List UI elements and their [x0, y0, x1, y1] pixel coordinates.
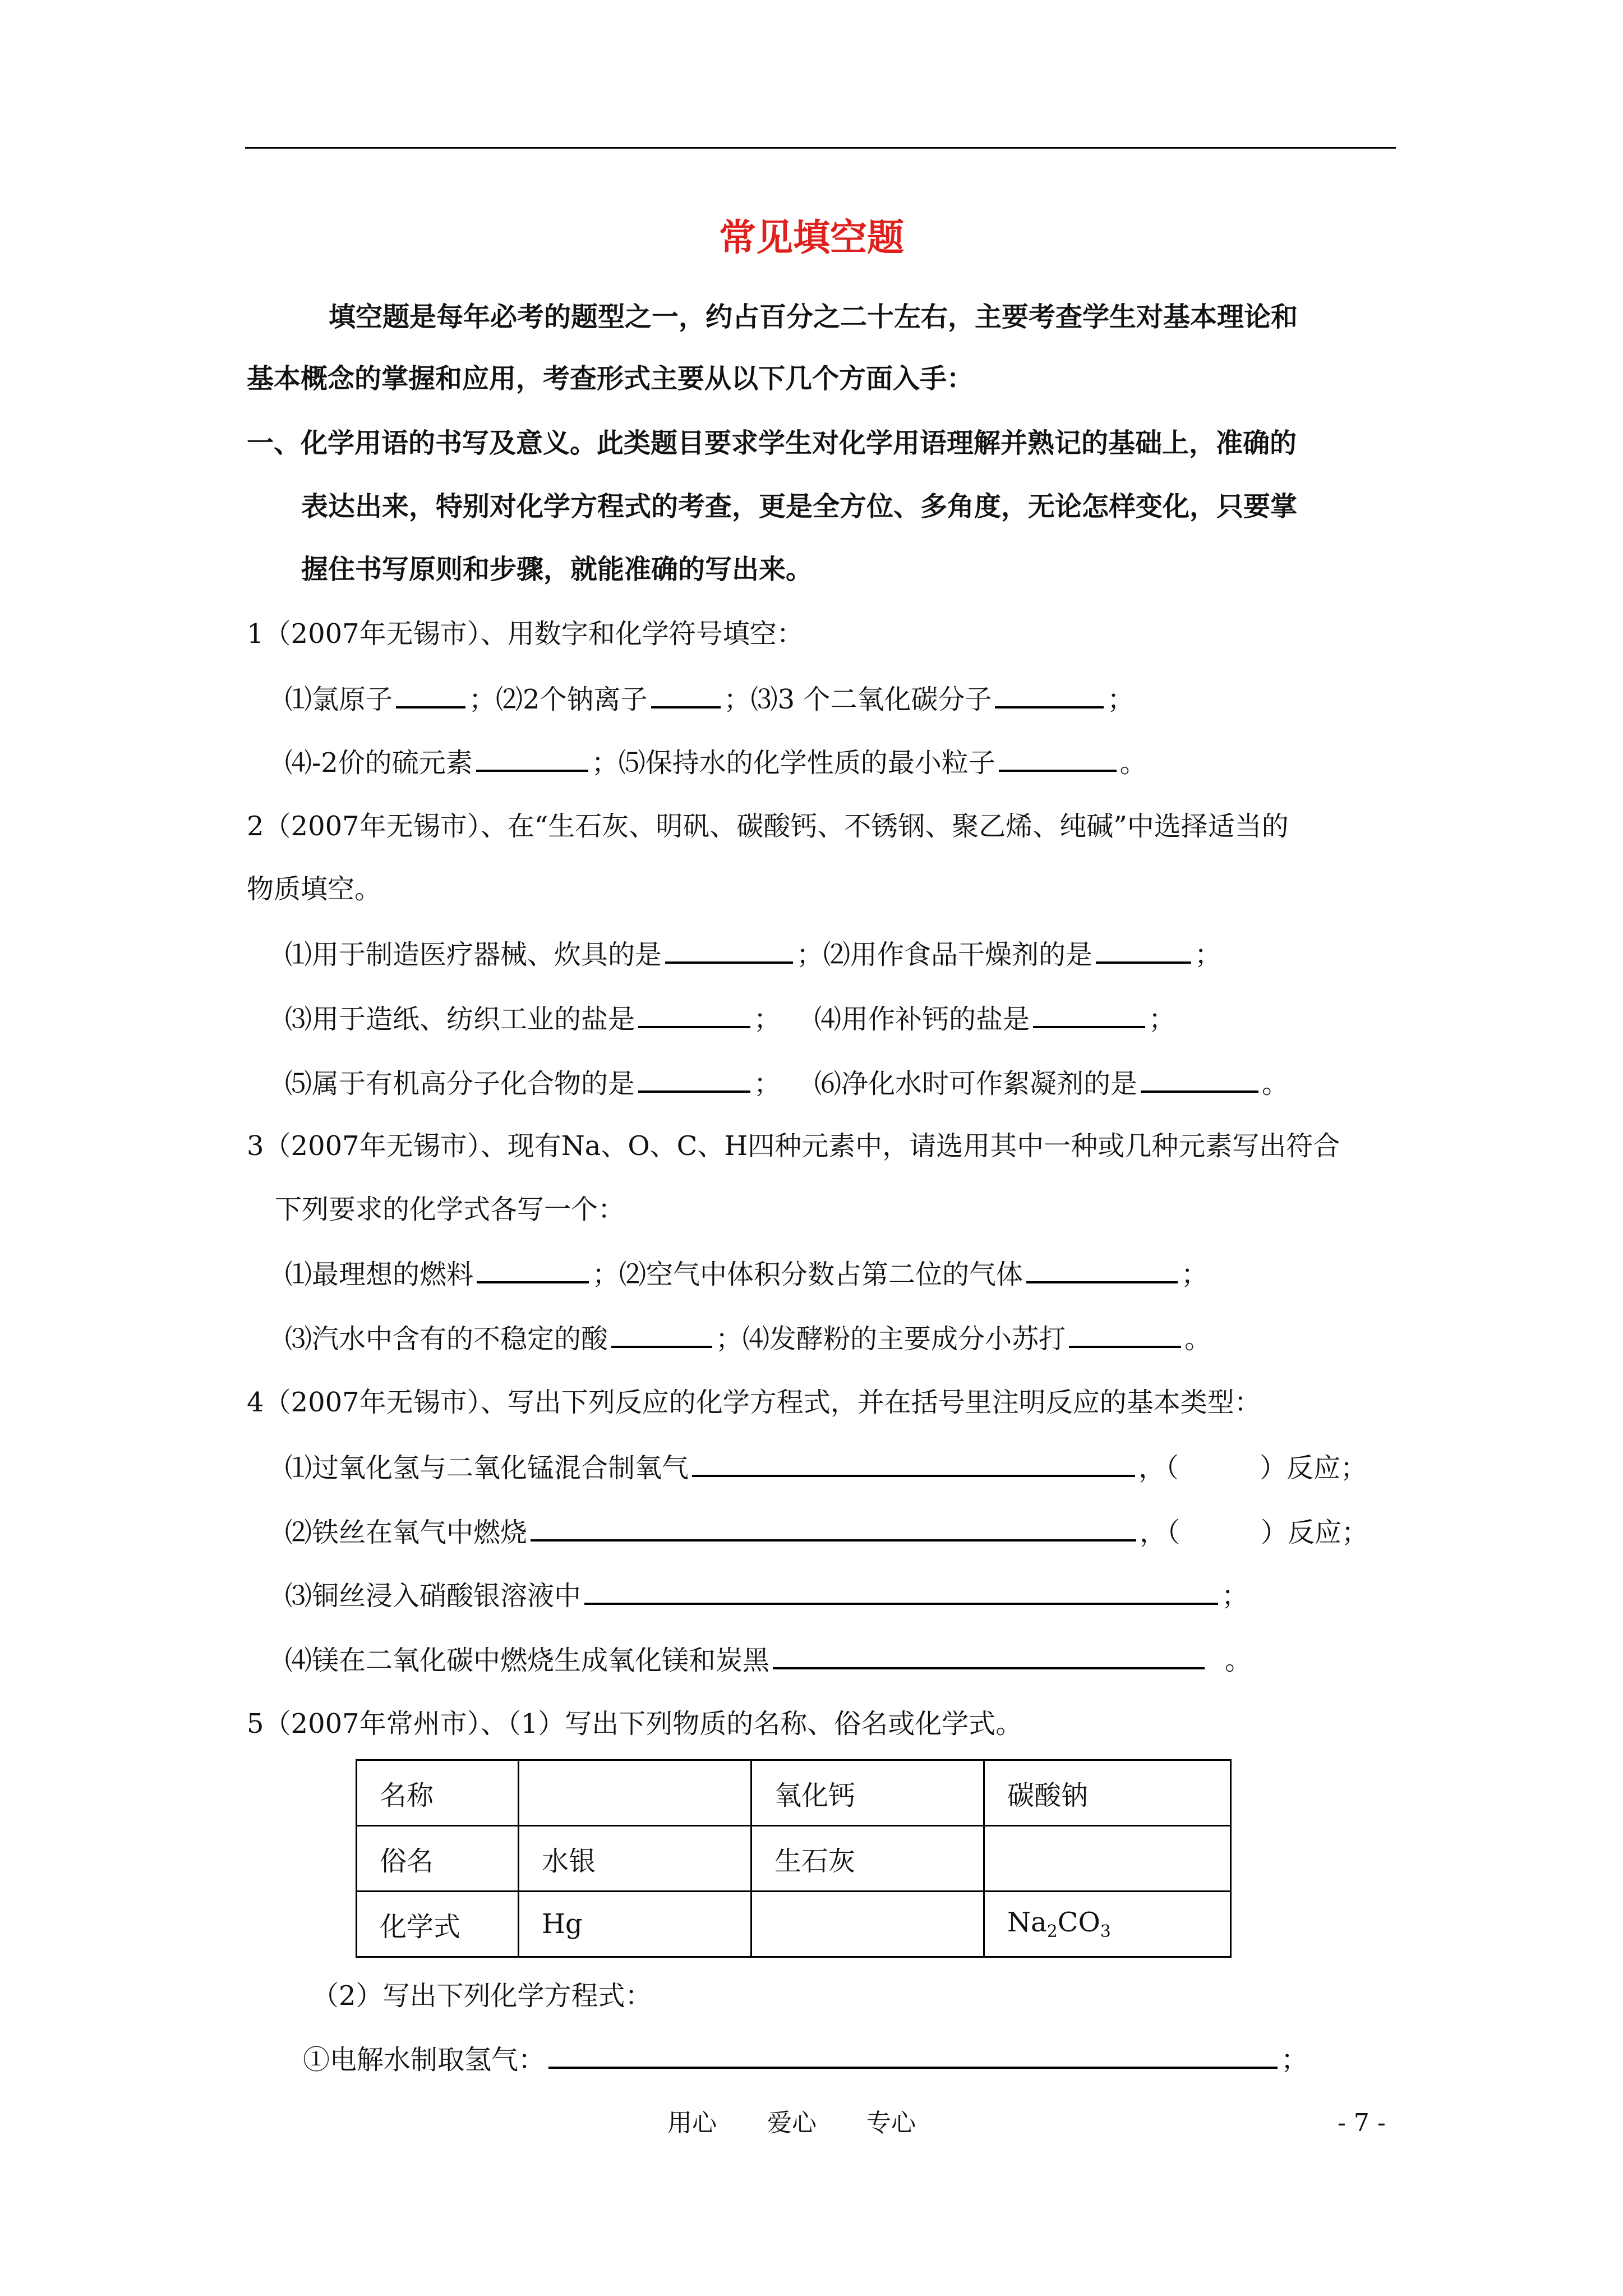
table-cell [751, 1892, 984, 1957]
q4-row-4 [285, 1642, 1252, 1677]
q4-label-d: ⑷镁在二氧化碳中燃烧生成氧化镁和炭黑 [285, 1645, 770, 1676]
table-cell: 生石灰 [751, 1826, 984, 1892]
answer-blank[interactable] [665, 937, 793, 964]
answer-blank[interactable] [1069, 1321, 1181, 1348]
q3-label-b-end: ； [1181, 1259, 1209, 1290]
page-number: - 7 - [1338, 2109, 1386, 2137]
table-cell [984, 1826, 1231, 1892]
q4-label-a: ⑴过氧化氢与二氧化锰混合制氧气 [285, 1452, 689, 1484]
q1-label-f: ；⑸保持水的化学性质的最小粒子 [591, 747, 995, 779]
q4-row-1 [285, 1450, 1367, 1485]
q1-label-a: ⑴氯原子 [285, 684, 393, 715]
table-row [357, 1826, 1231, 1892]
footer-motto-2: 爱心 [767, 2109, 817, 2137]
q5-item-1: ①电解水制取氢气： [303, 2044, 546, 2076]
footer-motto-3: 专心 [866, 2109, 916, 2137]
q5-item-1-end: ； [1281, 2044, 1308, 2076]
page-title: 常见填空题 [719, 215, 904, 259]
section1-line-1: 一、化学用语的书写及意义。此类题目要求学生对化学用语理解并熟记的基础上，准确的 [247, 427, 1297, 459]
header-rule [245, 147, 1396, 149]
q4-label-c: ⑶铜丝浸入硝酸银溶液中 [285, 1580, 582, 1612]
q1-label-c: ；⑶3 个二氧化碳分子 [723, 684, 992, 715]
q1-label-b: ；⑵2个钠离子 [469, 684, 648, 715]
q2-label-h: ； [754, 1068, 781, 1099]
q1-label-g: 。 [1119, 747, 1147, 779]
q4-label-a-end: ，（ ）反应； [1138, 1452, 1368, 1484]
q2-stem-1: 2（2007年无锡市）、在“生石灰、明矾、碳酸钙、不锈钢、聚乙烯、纯碱”中选择适当的 [247, 811, 1289, 842]
q5-part-2: （2）写出下列化学方程式： [312, 1980, 652, 2012]
table-cell-formula: $Na_2CO_3$ [984, 1892, 1231, 1957]
table-cell: 名称 [357, 1760, 519, 1826]
answer-blank[interactable] [638, 1001, 750, 1028]
answer-blank[interactable] [396, 682, 465, 708]
answer-blank[interactable] [611, 1321, 712, 1348]
q2-label-g: ⑸属于有机高分子化合物的是 [285, 1068, 635, 1099]
table-cell: 氧化钙 [751, 1760, 984, 1826]
table-row [357, 1760, 1231, 1826]
table-cell: 化学式 [357, 1892, 519, 1957]
answer-blank[interactable] [638, 1066, 750, 1093]
q4-stem: 4（2007年无锡市）、写出下列反应的化学方程式，并在括号里注明反应的基本类型： [247, 1387, 1261, 1418]
answer-blank[interactable] [692, 1450, 1135, 1477]
q4-row-2 [285, 1515, 1368, 1549]
q5-stem: 5（2007年常州市）、（1）写出下列物质的名称、俗名或化学式。 [247, 1708, 1023, 1740]
answer-blank[interactable] [1026, 1257, 1178, 1283]
q3-stem-2: 下列要求的化学式各写一个： [275, 1194, 625, 1225]
answer-blank[interactable] [476, 745, 588, 772]
table-cell [519, 1760, 751, 1826]
q3-label-d: ；⑷发酵粉的主要成分小苏打 [716, 1323, 1066, 1355]
q3-label-b: ；⑵空气中体积分数占第二位的气体 [592, 1259, 1023, 1290]
q2-label-b-end: ； [1195, 939, 1222, 970]
table-cell: 碳酸钠 [984, 1760, 1231, 1826]
q2-stem-2: 物质填空。 [247, 873, 382, 905]
q1-row-1 [285, 682, 1134, 716]
section1-line-3: 握住书写原则和步骤，就能准确的写出来。 [301, 554, 813, 585]
q4-label-c-end: ； [1221, 1580, 1249, 1612]
q4-label-b: ⑵铁丝在氧气中燃烧 [285, 1517, 528, 1548]
answer-blank[interactable] [1096, 937, 1191, 964]
answer-blank[interactable] [995, 682, 1104, 708]
q5-row-1 [303, 2042, 1308, 2077]
q2-row-3 [285, 1066, 1289, 1101]
q1-label-d: ； [1107, 684, 1135, 715]
q1-stem: 1（2007年无锡市）、用数字和化学符号填空： [247, 618, 804, 650]
intro-line-1: 填空题是每年必考的题型之一，约占百分之二十左右，主要考查学生对基本理论和 [329, 301, 1298, 333]
section1-line-2: 表达出来，特别对化学方程式的考查，更是全方位、多角度，无论怎样变化，只要掌 [301, 491, 1298, 522]
q1-label-e: ⑷-2价的硫元素 [285, 747, 473, 779]
table-cell: Hg [519, 1892, 751, 1957]
q1-row-2 [285, 745, 1147, 780]
q3-row-2 [285, 1321, 1211, 1356]
answer-blank[interactable] [548, 2042, 1278, 2069]
q2-label-e: ⑷用作补钙的盐是 [814, 1004, 1030, 1035]
q2-label-a: ⑴用于制造医疗器械、炊具的是 [285, 939, 662, 970]
q2-row-1 [285, 937, 1221, 972]
answer-blank[interactable] [531, 1515, 1136, 1542]
q3-stem-1: 3（2007年无锡市）、现有Na、O、C、H四种元素中，请选用其中一种或几种元素写出符合 [247, 1130, 1340, 1162]
q2-label-c: ⑶用于造纸、纺织工业的盐是 [285, 1004, 635, 1035]
q3-label-a: ⑴最理想的燃料 [285, 1259, 474, 1290]
q3-label-e: 。 [1184, 1323, 1212, 1355]
table-cell: 俗名 [357, 1826, 519, 1892]
answer-blank[interactable] [1033, 1001, 1145, 1028]
answer-blank[interactable] [477, 1257, 589, 1283]
q2-label-d: ； [754, 1004, 781, 1035]
q4-label-b-end: ，（ ）反应； [1140, 1517, 1369, 1548]
intro-line-2: 基本概念的掌握和应用，考查形式主要从以下几个方面入手： [247, 363, 974, 394]
answer-blank[interactable] [584, 1578, 1218, 1605]
answer-blank[interactable] [1141, 1066, 1258, 1093]
answer-blank[interactable] [773, 1642, 1205, 1669]
table-row [357, 1892, 1231, 1957]
q4-label-d-end: 。 [1225, 1645, 1252, 1676]
q4-row-3 [285, 1578, 1248, 1613]
footer-motto-1: 用心 [667, 2109, 717, 2137]
q2-label-f: ； [1149, 1004, 1176, 1035]
answer-blank[interactable] [651, 682, 721, 708]
names-table [356, 1759, 1232, 1958]
q2-label-j: 。 [1262, 1068, 1289, 1099]
q2-label-b: ；⑵用作食品干燥剂的是 [796, 939, 1093, 970]
q3-label-c: ⑶汽水中含有的不稳定的酸 [285, 1323, 608, 1355]
q2-row-2 [285, 1001, 1175, 1036]
answer-blank[interactable] [999, 745, 1117, 772]
q2-label-i: ⑹净化水时可作絮凝剂的是 [814, 1068, 1138, 1099]
q3-row-1 [285, 1257, 1208, 1291]
table-cell: 水银 [519, 1826, 751, 1892]
